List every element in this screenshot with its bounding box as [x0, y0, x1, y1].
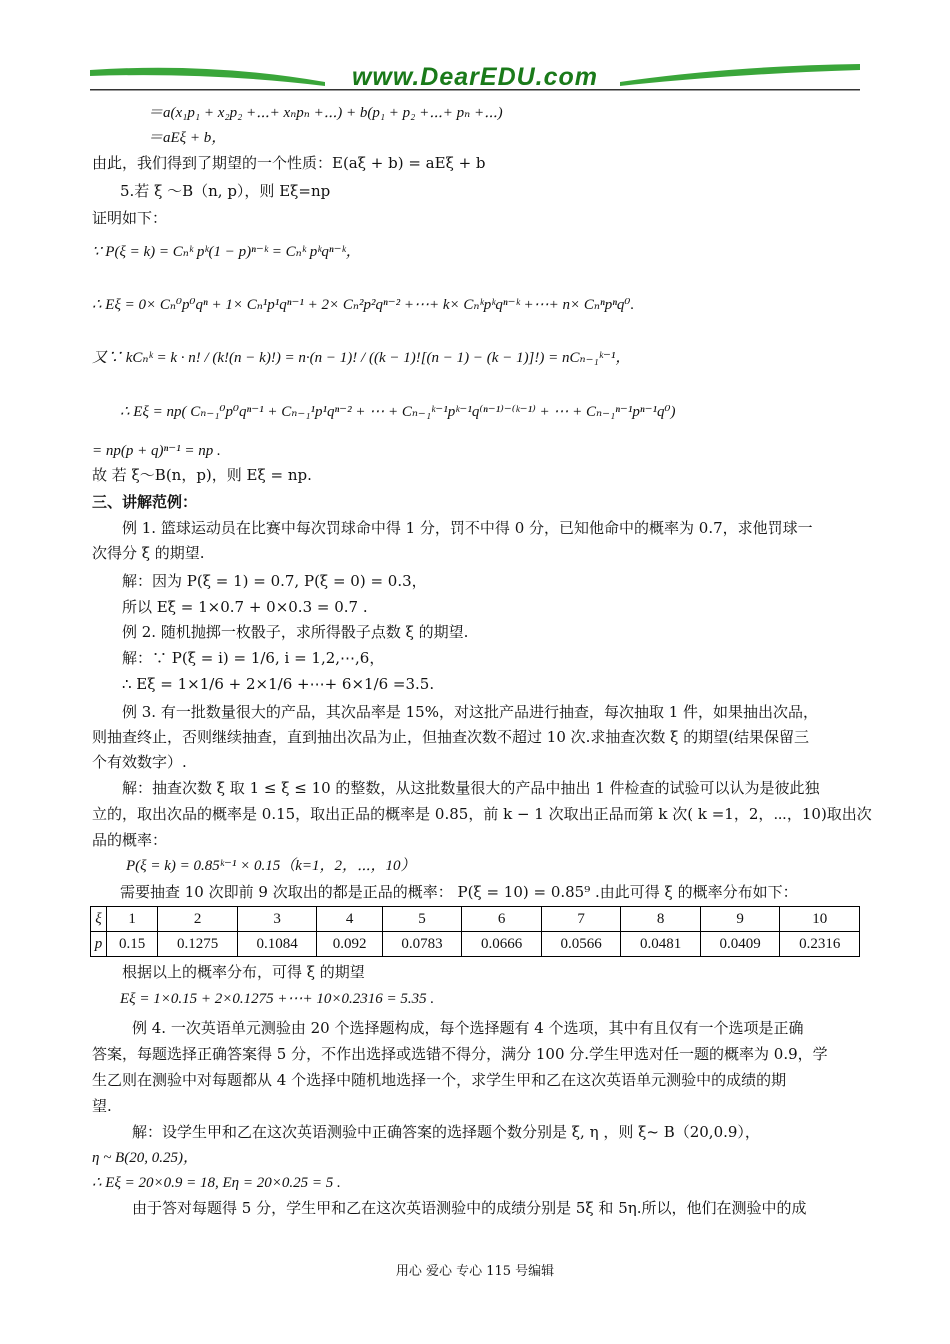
table-cell: 8 — [621, 907, 701, 932]
text-line: = np(p + q)ⁿ⁻¹ = np . — [92, 443, 221, 459]
table-cell: 5 — [382, 907, 462, 932]
table-cell: 0.0566 — [541, 932, 621, 957]
table-row — [91, 907, 860, 932]
table-cell: 1 — [107, 907, 158, 932]
text-line: 品的概率： — [92, 831, 168, 849]
table-cell: 0.0666 — [462, 932, 542, 957]
table-cell: 3 — [237, 907, 317, 932]
table-cell: 7 — [541, 907, 621, 932]
text-line: 解：抽查次数 ξ 取 1 ≤ ξ ≤ 10 的整数，从这批数量很大的产品中抽出 1 件检查的试验可以认为是彼此独 — [122, 779, 820, 797]
table-cell: p — [91, 932, 107, 957]
text-line: 例 4. 一次英语单元测验由 20 个选择题构成，每个选择题有 4 个选项，其中有且仅有一个选项是正确 — [132, 1019, 804, 1037]
table-cell: 0.15 — [107, 932, 158, 957]
text-line: 证明如下： — [92, 209, 168, 227]
site-logo: www.DearEDU.com — [351, 63, 599, 91]
text-line: 所以 Eξ = 1×0.7 + 0×0.3 = 0.7 . — [122, 598, 368, 616]
text-line: 根据以上的概率分布，可得 ξ 的期望 — [122, 963, 365, 981]
text-line: 例 1. 篮球运动员在比赛中每次罚球命中得 1 分，罚不中得 0 分，已知他命中的概率为 0.7，求他罚球一 — [122, 519, 813, 537]
text-line: ＝a(x₁p₁ + x₂p₂ +⋯+ xₙpₙ +⋯) + b(p₁ + p₂ +⋯+ pₙ +⋯) — [148, 105, 503, 121]
text-line: 又∵ kCₙᵏ = k · n! / (k!(n − k)!) = n·(n − 1)! / ((k − 1)![(n − 1) − (k − 1)]!) = nCₙ₋₁ᵏ⁻¹， — [92, 350, 631, 366]
text-line: ∴ Eξ = np( Cₙ₋₁⁰p⁰qⁿ⁻¹ + Cₙ₋₁¹p¹qⁿ⁻² + ⋯ + Cₙ₋₁ᵏ⁻¹pᵏ⁻¹q⁽ⁿ⁻¹⁾⁻⁽ᵏ⁻¹⁾ + ⋯ + Cₙ₋₁ⁿ⁻¹pⁿ⁻¹q⁰) — [120, 404, 676, 420]
text-line: 需要抽查 10 次即前 9 次取出的都是正品的概率： P(ξ = 10) = 0.85⁹ .由此可得 ξ 的概率分布如下： — [120, 883, 798, 901]
text-line: 生乙则在测验中对每题都从 4 个选择中随机地选择一个，求学生甲和乙在这次英语单元测验中的成绩的期 — [92, 1071, 787, 1089]
table-cell: 10 — [780, 907, 860, 932]
text-line: ∴ Eξ = 1×1/6 + 2×1/6 +⋯+ 6×1/6 =3.5. — [122, 675, 435, 693]
text-line: ＝aEξ + b， — [148, 130, 227, 146]
text-line: Eξ = 1×0.15 + 2×0.1275 +⋯+ 10×0.2316 = 5.35 . — [120, 991, 435, 1007]
table-cell: 0.0481 — [621, 932, 701, 957]
text-line: ∵ P(ξ = k) = Cₙᵏ pᵏ(1 − p)ⁿ⁻ᵏ = Cₙᵏ pᵏqⁿ⁻ᵏ， — [92, 244, 361, 260]
table-cell: 0.1084 — [237, 932, 317, 957]
text-line: 解：∵ P(ξ = i) = 1/6, i = 1,2,⋯,6， — [122, 649, 385, 667]
text-line: 由此，我们得到了期望的一个性质：E(aξ + b) = aEξ + b — [92, 154, 486, 172]
table-cell: 4 — [317, 907, 382, 932]
text-line: ∴ Eξ = 20×0.9 = 18, Eη = 20×0.25 = 5 . — [92, 1175, 341, 1191]
table-cell: 0.1275 — [158, 932, 238, 957]
text-line: 例 2. 随机抛掷一枚骰子，求所得骰子点数 ξ 的期望. — [122, 623, 469, 641]
table-row — [91, 932, 860, 957]
text-line: 立的，取出次品的概率是 0.15，取出正品的概率是 0.85，前 k − 1 次取出正品而第 k 次( k =1，2，⋯，10)取出次 — [92, 805, 872, 823]
text-line: P(ξ = k) = 0.85ᵏ⁻¹ × 0.15（k=1，2，⋯，10） — [126, 858, 416, 874]
table-cell: 6 — [462, 907, 542, 932]
page-footer: 用心 爱心 专心 115 号编辑 — [395, 1264, 555, 1279]
text-line: ∴ Eξ = 0× Cₙ⁰p⁰qⁿ + 1× Cₙ¹p¹qⁿ⁻¹ + 2× Cₙ²p²qⁿ⁻² +⋯+ k× Cₙᵏpᵏqⁿ⁻ᵏ +⋯+ n× Cₙⁿpⁿq⁰. — [92, 297, 635, 313]
table-cell: 2 — [158, 907, 238, 932]
text-line: 答案，每题选择正确答案得 5 分，不作出选择或选错不得分，满分 100 分.学生甲选对任一题的概率为 0.9，学 — [92, 1045, 828, 1063]
text-line: 解：设学生甲和乙在这次英语测验中正确答案的选择题个数分别是 ξ, η ，则 ξ~ B（20,0.9）， — [132, 1123, 760, 1141]
text-line: 例 3. 有一批数量很大的产品，其次品率是 15%，对这批产品进行抽查，每次抽取 1 件，如果抽出次品， — [122, 703, 819, 721]
table-cell: 0.2316 — [780, 932, 860, 957]
probability-distribution-table — [90, 906, 860, 957]
section-heading: 三、讲解范例： — [92, 493, 198, 511]
text-line: 次得分 ξ 的期望. — [92, 544, 205, 562]
text-line: 则抽查终止，否则继续抽查，直到抽出次品为止，但抽查次数不超过 10 次.求抽查次数 ξ 的期望(结果保留三 — [92, 728, 810, 746]
text-line: 由于答对每题得 5 分，学生甲和乙在这次英语测验中的成绩分别是 5ξ 和 5η.所以，他们在测验中的成 — [132, 1199, 807, 1217]
table-cell: 0.092 — [317, 932, 382, 957]
table-cell: 9 — [700, 907, 780, 932]
text-line: 5.若 ξ ～B（n, p），则 Eξ=np — [120, 182, 331, 200]
table-cell: ξ — [91, 907, 107, 932]
text-line: 望. — [92, 1097, 112, 1115]
text-line: 故 若 ξ～B(n，p)，则 Eξ = np. — [92, 466, 312, 484]
text-line: 个有效数字）. — [92, 753, 187, 771]
text-line: η ~ B(20, 0.25)， — [92, 1150, 198, 1166]
table-cell: 0.0783 — [382, 932, 462, 957]
text-line: 解：因为 P(ξ = 1) = 0.7, P(ξ = 0) = 0.3， — [122, 572, 427, 590]
header-banner — [90, 62, 860, 92]
table-cell: 0.0409 — [700, 932, 780, 957]
